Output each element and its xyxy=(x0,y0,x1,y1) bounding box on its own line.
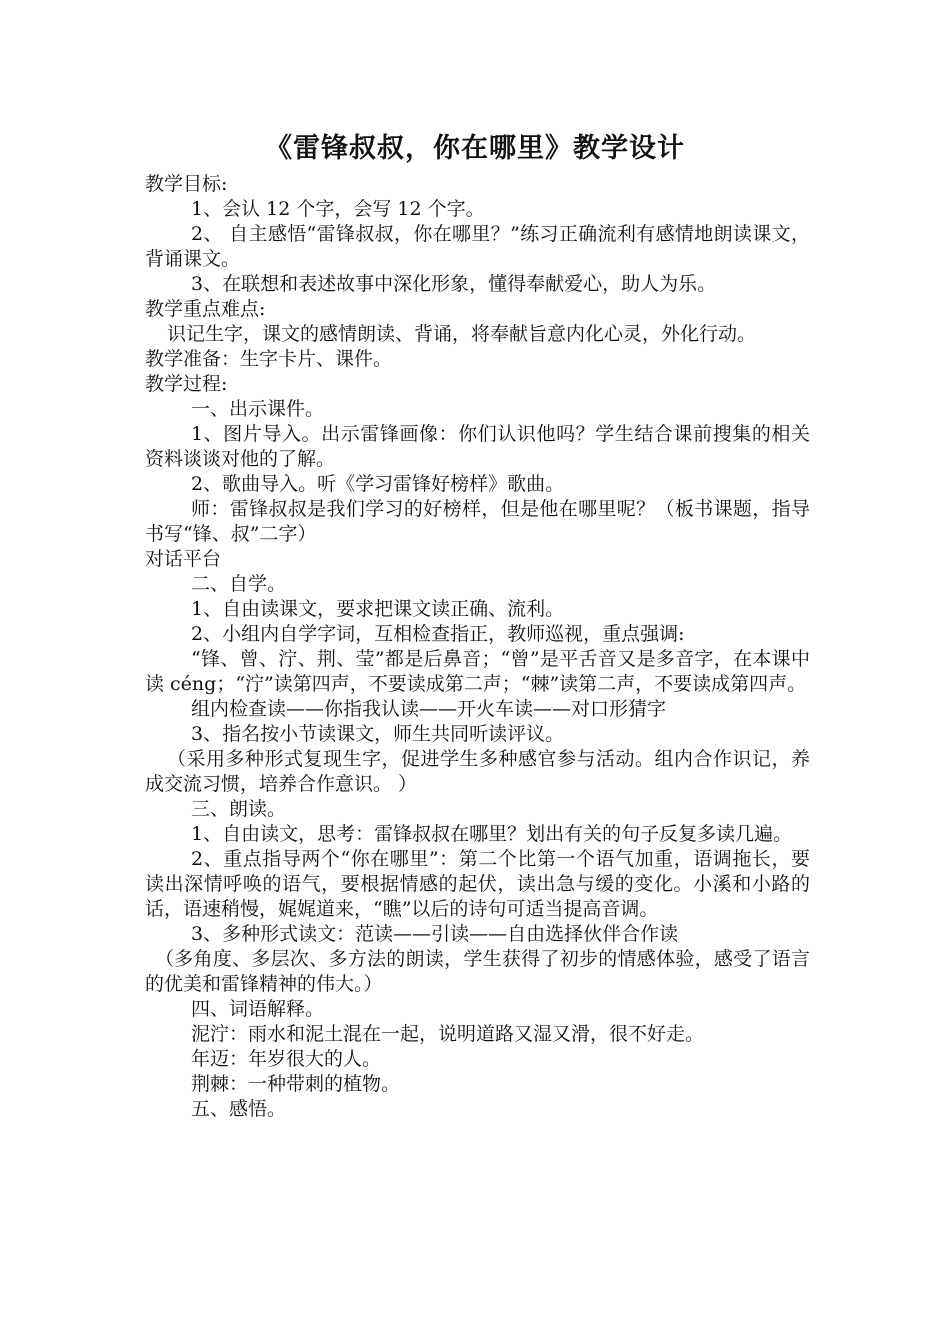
paragraph: 泥泞：雨水和泥土混在一起，说明道路又湿又滑，很不好走。 xyxy=(191,1023,705,1045)
paragraph: 3、在联想和表述故事中深化形象，懂得奉献爱心，助人为乐。 xyxy=(191,273,717,295)
paragraph: 一、出示课件。 xyxy=(191,398,325,420)
document-body xyxy=(145,172,810,1122)
paragraph: 1、自由读课文，要求把课文读正确、流利。 xyxy=(191,598,565,620)
paragraph: 2、歌曲导入。听《学习雷锋好榜样》歌曲。 xyxy=(191,473,565,495)
paragraph: 1、会认 12 个字，会写 12 个字。 xyxy=(191,198,485,220)
paragraph: 1、自由读文，思考：雷锋叔叔在哪里？划出有关的句子反复多读几遍。 xyxy=(191,823,793,845)
paragraph: 教学重点难点: xyxy=(145,298,266,320)
paragraph: （采用多种形式复现生字，促进学生多种感官参与活动。组内合作识记，养成交流习惯，培养合作意识。 ） xyxy=(145,748,810,795)
paragraph: 2、小组内自学字词，互相检查指正，教师巡视，重点强调: xyxy=(191,623,685,645)
paragraph: （多角度、多层次、多方法的朗读，学生获得了初步的情感体验，感受了语言的优美和雷锋精神的伟大。） xyxy=(145,948,810,995)
paragraph: 五、感悟。 xyxy=(191,1098,287,1120)
paragraph: 组内检查读——你指我认读——开火车读——对口形猜字 xyxy=(191,698,667,720)
paragraph: 3、多种形式读文：范读——引读——自由选择伙伴合作读 xyxy=(191,923,679,945)
paragraph: 四、词语解释。 xyxy=(191,998,325,1020)
paragraph: 教学过程: xyxy=(145,373,228,395)
paragraph: 3、指名按小节读课文，师生共同听读评议。 xyxy=(191,723,565,745)
paragraph: 教学准备：生字卡片、课件。 xyxy=(145,348,393,370)
paragraph: 对话平台 xyxy=(145,548,222,570)
paragraph: 1、图片导入。出示雷锋画像：你们认识他吗？学生结合课前搜集的相关资料谈谈对他的了解。 xyxy=(145,423,810,470)
document-title: 《雷锋叔叔，你在哪里》教学设计 xyxy=(265,133,685,164)
paragraph: 荆棘：一种带刺的植物。 xyxy=(191,1073,401,1095)
paragraph: 2、 自主感悟“雷锋叔叔，你在哪里？”练习正确流利有感情地朗读课文，背诵课文。 xyxy=(145,223,810,270)
paragraph: “锋、曾、泞、荆、莹”都是后鼻音；“曾”是平舌音又是多音字，在本课中读 céng；“泞”读第四声，不要读成第二声；“棘”读第二声，不要读成第四声。 xyxy=(145,648,810,695)
paragraph: 二、自学。 xyxy=(191,573,287,595)
paragraph: 教学目标: xyxy=(145,173,228,195)
paragraph: 师：雷锋叔叔是我们学习的好榜样，但是他在哪里呢？（板书课题，指导书写“锋、叔”二字） xyxy=(145,498,810,545)
paragraph: 2、重点指导两个“你在哪里”：第二个比第一个语气加重，语调拖长，要读出深情呼唤的语气，要根据情感的起伏，读出急与缓的变化。小溪和小路的话，语速稍慢，娓娓道来，“瞧”以后的诗句可适当提高音调。 xyxy=(145,848,810,920)
paragraph: 三、朗读。 xyxy=(191,798,287,820)
paragraph: 识记生字，课文的感情朗读、背诵，将奉献旨意内化心灵，外化行动。 xyxy=(167,323,757,345)
paragraph: 年迈：年岁很大的人。 xyxy=(191,1048,382,1070)
